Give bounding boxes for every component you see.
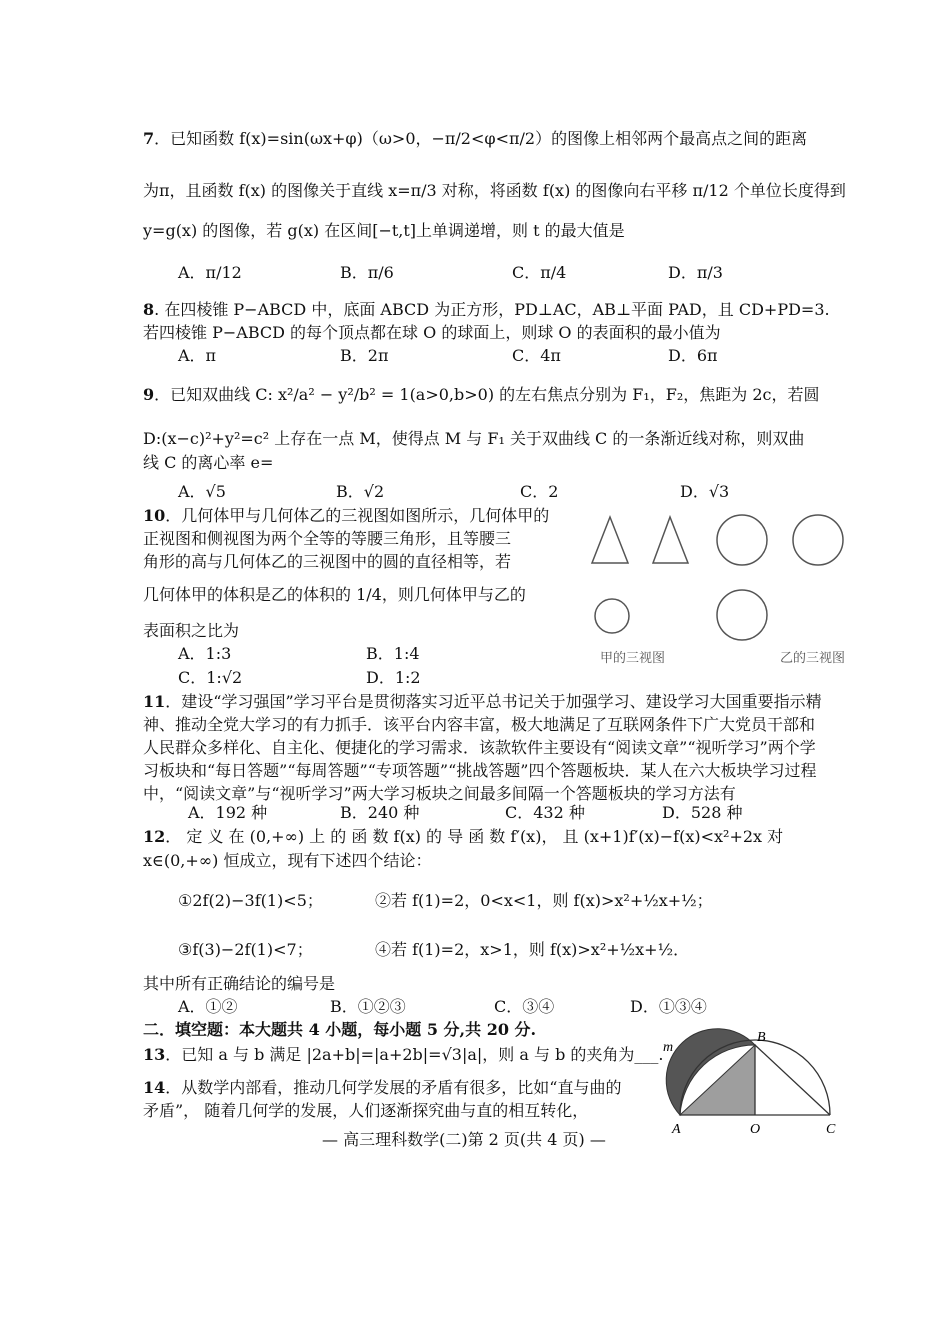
jia-front-view-triangle: [592, 517, 628, 563]
jia-top-view-circle: [595, 599, 629, 633]
label-a: A: [672, 1122, 681, 1137]
q11-line-4: 习板块和“每日答题”“每周答题”“专项答题”“挑战答题”四个答题板块．某人在六大板块学习过程: [143, 761, 817, 780]
jia-side-view-triangle: [653, 517, 688, 563]
q12-conclusion-2: ②若 f(1)=2，0<x<1，则 f(x)>x²+½x+½；: [375, 891, 713, 910]
q12-number: 12: [143, 827, 166, 846]
q10-line-2: 正视图和侧视图为两个全等的等腰三角形，且等腰三: [143, 529, 512, 548]
q14-line-1: 14．从数学内部看，推动几何学发展的矛盾有很多，比如“直与曲的: [143, 1078, 622, 1097]
q9-line-3: 线 C 的离心率 e=: [143, 453, 274, 472]
section-fill-in-blank-heading: 二．填空题：本大题共 4 小题，每小题 5 分,共 20 分.: [143, 1020, 537, 1039]
q12-line-3: 其中所有正确结论的编号是: [143, 974, 336, 993]
q10-option-d: D．1:2: [366, 668, 421, 687]
q7-option-b: B．π/6: [340, 263, 394, 282]
q12-conclusion-4: ④若 f(1)=2，x>1，则 f(x)>x²+½x+½．: [375, 940, 690, 959]
q11-line-1: 11．建设“学习强国”学习平台是贯彻落实习近平总书记关于加强学习、建设学习大国重要指示精: [143, 692, 822, 711]
q8-line-2: 若四棱锥 P−ABCD 的每个顶点都在球 O 的球面上，则球 O 的表面积的最小值为: [143, 323, 721, 342]
q12-option-c: C．③④: [494, 997, 555, 1016]
yi-top-view-circle: [717, 590, 767, 640]
q10-line-1: 10．几何体甲与几何体乙的三视图如图所示，几何体甲的: [143, 506, 550, 525]
q11-line-3: 人民群众多样化、自主化、便捷化的学习需求．该款软件主要设有“阅读文章”“视听学习”两个学: [143, 738, 816, 757]
q11-option-a: A．192 种: [188, 803, 268, 822]
q9-option-a: A．√5: [178, 482, 226, 501]
q7-line-3: y=g(x) 的图像，若 g(x) 在区间[−t,t]上单调递增，则 t 的最大值是: [143, 221, 625, 240]
q8-number: 8: [143, 300, 155, 319]
q8-option-c: C．4π: [512, 346, 561, 365]
q9-line-1: 9．已知双曲线 C: x²/a² − y²/b² = 1(a>0,b>0) 的左右焦点分别为 F₁，F₂，焦距为 2c，若圆: [143, 385, 820, 404]
page-footer: — 高三理科数学(二)第 2 页(共 4 页) —: [322, 1130, 606, 1149]
q8-option-b: B．2π: [340, 346, 389, 365]
q14-line-2: 矛盾”， 随着几何学的发展，人们逐渐探究曲与直的相互转化，: [143, 1101, 589, 1120]
q8-option-d: D．6π: [668, 346, 718, 365]
q12-conclusion-3: ③f(3)−2f(1)<7；: [178, 940, 313, 959]
q10-line-5: 表面积之比为: [143, 621, 240, 640]
q10-option-c: C．1:√2: [178, 668, 243, 687]
caption-jia-views: 甲的三视图: [600, 651, 666, 666]
q7-option-d: D．π/3: [668, 263, 723, 282]
q12-line-1: 12． 定 义 在 (0,+∞) 上 的 函 数 f(x) 的 导 函 数 f′(x)， 且 (x+1)f′(x)−f(x)<x²+2x 对: [143, 827, 784, 846]
q12-option-a: A．①②: [178, 997, 238, 1016]
yi-front-view-circle: [717, 515, 767, 565]
q13-number: 13: [143, 1045, 166, 1064]
yi-side-view-circle: [793, 515, 843, 565]
q11-option-d: D．528 种: [662, 803, 743, 822]
q11-line-2: 神、推动全党大学习的有力抓手．该平台内容丰富，极大地满足了互联网条件下广大党员干部和: [143, 715, 816, 734]
q10-three-views-figure: [580, 505, 850, 650]
caption-yi-views: 乙的三视图: [780, 651, 846, 666]
label-m: m: [663, 1040, 674, 1055]
q9-option-d: D．√3: [680, 482, 730, 501]
q10-line-4: 几何体甲的体积是乙的体积的 1/4，则几何体甲与乙的: [143, 585, 526, 604]
q12-option-d: D．①③④: [630, 997, 707, 1016]
q10-line-3: 角形的高与几何体乙的三视图中的圆的直径相等，若: [143, 552, 512, 571]
q10-number: 10: [143, 506, 166, 525]
label-c: C: [826, 1122, 836, 1137]
q7-line-1: 7．已知函数 f(x)=sin(ωx+φ)（ω>0，−π/2<φ<π/2）的图像上相邻两个最高点之间的距离: [143, 129, 808, 148]
q14-number: 14: [143, 1078, 166, 1097]
q12-line-2: x∈(0,+∞) 恒成立，现有下述四个结论：: [143, 851, 432, 870]
segment-bc: [755, 1045, 830, 1115]
label-o: O: [750, 1122, 761, 1137]
q11-line-5: 中，“阅读文章”与“视听学习”两大学习板块之间最多间隔一个答题板块的学习方法有: [143, 784, 736, 803]
q9-option-c: C．2: [520, 482, 559, 501]
q14-lune-figure: [660, 1025, 845, 1140]
q11-option-c: C．432 种: [505, 803, 585, 822]
label-b: B: [757, 1030, 766, 1045]
q11-option-b: B．240 种: [340, 803, 420, 822]
q10-option-a: A．1:3: [178, 644, 232, 663]
q8-line-1: 8. 在四棱锥 P−ABCD 中，底面 ABCD 为正方形，PD⊥AC，AB⊥平面 PAD，且 CD+PD=3.: [143, 300, 830, 319]
q7-option-a: A．π/12: [178, 263, 242, 282]
q7-number: 7: [143, 129, 155, 148]
q12-option-b: B．①②③: [330, 997, 406, 1016]
q12-conclusion-1: ①2f(2)−3f(1)<5；: [178, 891, 323, 910]
q7-option-c: C．π/4: [512, 263, 567, 282]
q10-option-b: B．1:4: [366, 644, 420, 663]
q9-number: 9: [143, 385, 155, 404]
q7-line-2: 为π，且函数 f(x) 的图像关于直线 x=π/3 对称，将函数 f(x) 的图像向右平移 π/12 个单位长度得到: [143, 181, 846, 200]
q9-option-b: B．√2: [336, 482, 385, 501]
q9-line-2: D:(x−c)²+y²=c² 上存在一点 M，使得点 M 与 F₁ 关于双曲线 C 的一条渐近线对称，则双曲: [143, 429, 805, 448]
q11-number: 11: [143, 692, 166, 711]
q13-line: 13．已知 a 与 b 满足 |2a+b|=|a+2b|=√3|a|，则 a 与 b 的夹角为___.: [143, 1045, 664, 1064]
q8-option-a: A．π: [178, 346, 217, 365]
